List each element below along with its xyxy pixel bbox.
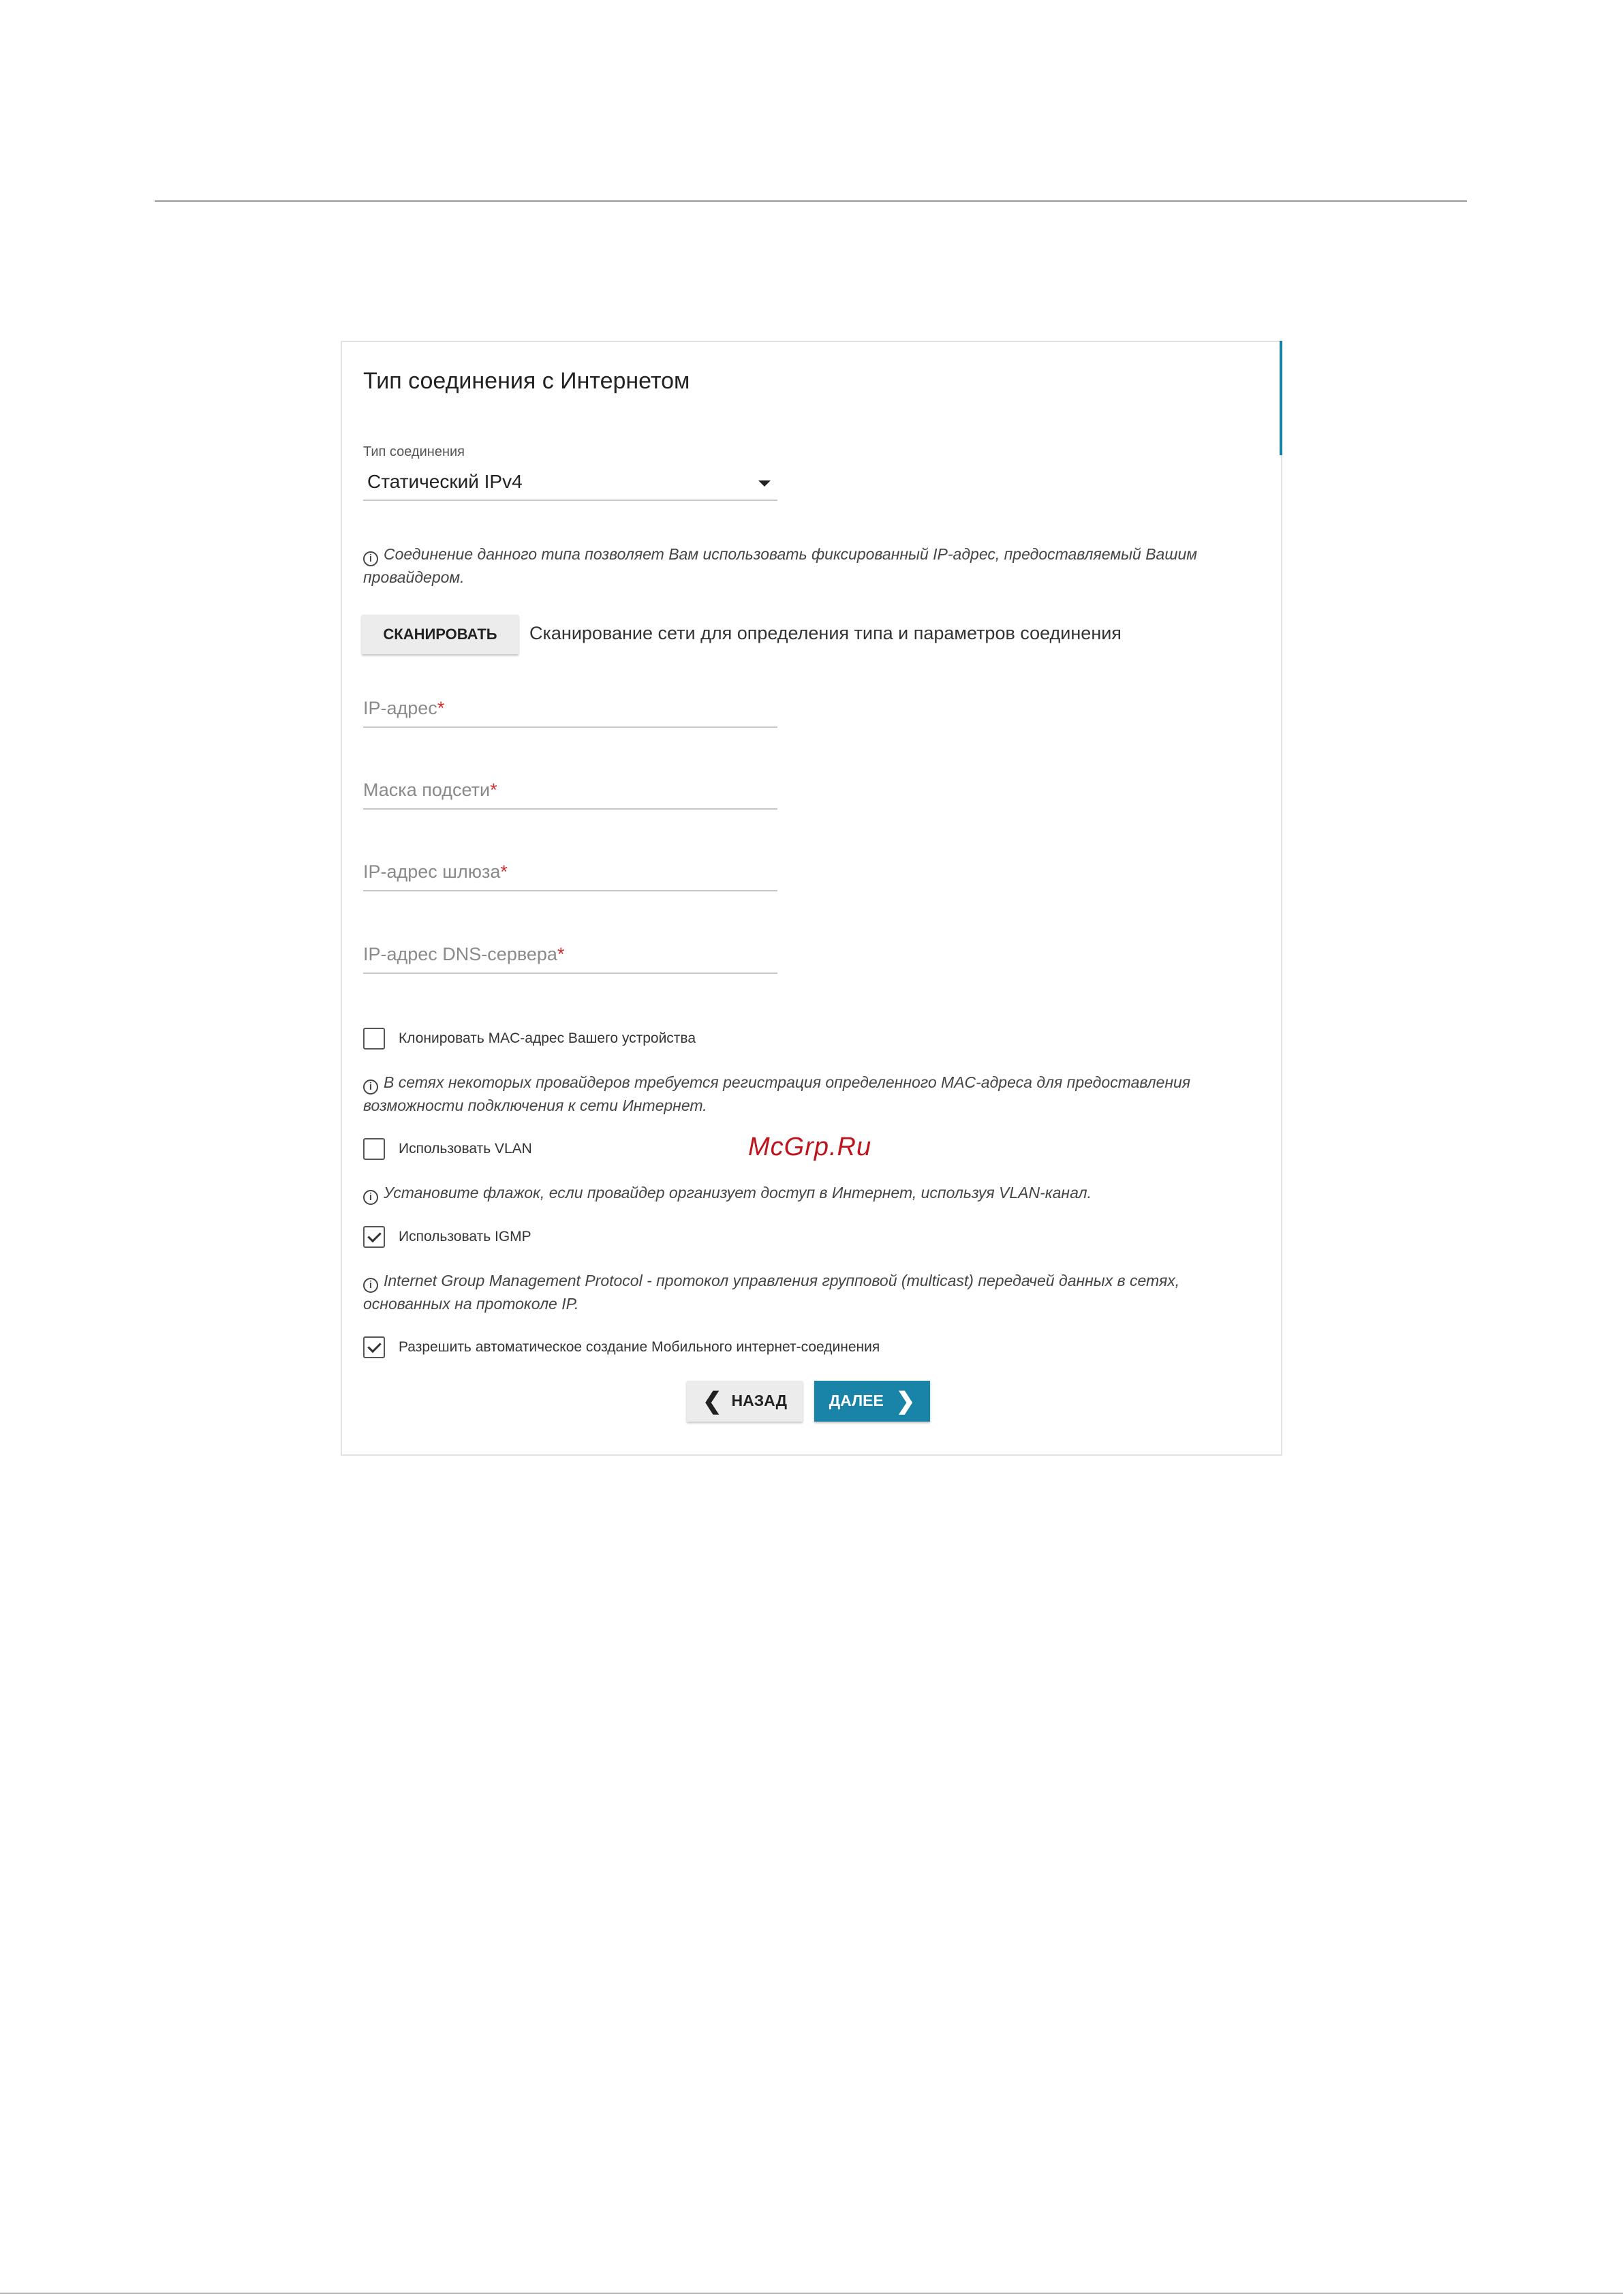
dns-server-label: IP-адрес DNS-сервера* (363, 944, 565, 964)
footer-rule (0, 2293, 1623, 2294)
scrollbar-thumb[interactable] (1280, 341, 1282, 455)
gateway-field[interactable] (363, 852, 777, 891)
required-mark: * (557, 944, 565, 964)
scan-button[interactable]: СКАНИРОВАТЬ (362, 615, 519, 654)
info-igmp-note (363, 1270, 1228, 1315)
info-icon: i (363, 551, 378, 566)
next-button[interactable] (814, 1381, 930, 1422)
next-button-label: ДАЛЕЕ (829, 1392, 884, 1409)
required-mark: * (437, 698, 445, 718)
ip-address-field[interactable] (363, 688, 777, 728)
watermark-text: McGrp.Ru (748, 1133, 872, 1161)
back-button[interactable] (687, 1381, 803, 1422)
vlan-checkbox[interactable] (363, 1138, 385, 1160)
info-clone-mac-note (363, 1071, 1228, 1116)
vlan-label: Использовать VLAN (399, 1141, 532, 1157)
mobile-checkbox[interactable] (363, 1336, 385, 1358)
info-icon: i (363, 1080, 378, 1095)
gateway-label: IP-адрес шлюза* (363, 861, 508, 882)
checkmark-icon (367, 1339, 382, 1353)
chevron-left-icon: ❮ (702, 1388, 722, 1414)
info-static-note (363, 543, 1228, 588)
igmp-checkbox[interactable] (363, 1226, 385, 1248)
connection-type-label: Тип соединения (363, 444, 465, 459)
info-igmp-text: Internet Group Management Protocol - протокол управления групповой (multicast) передачей данных в сетях, основанных на протоколе IP. (363, 1272, 1180, 1313)
clone-mac-checkbox[interactable] (363, 1028, 385, 1050)
ip-address-label: IP-адрес* (363, 698, 445, 718)
info-icon: i (363, 1278, 378, 1293)
required-mark: * (500, 861, 508, 882)
clone-mac-label: Клонировать MAC-адрес Вашего устройства (399, 1030, 696, 1046)
header-rule (155, 200, 1467, 202)
required-mark: * (490, 780, 497, 800)
back-button-label: НАЗАД (731, 1392, 787, 1409)
checkmark-icon (367, 1229, 382, 1243)
chevron-down-icon (758, 480, 771, 487)
scan-description: Сканирование сети для определения типа и параметров соединения (529, 623, 1122, 643)
dns-server-field[interactable] (363, 934, 777, 974)
info-clone-mac-text: В сетях некоторых провайдеров требуется регистрация определенного MAC-адреса для предоставления возможности подключения к сети Интернет. (363, 1073, 1191, 1114)
info-vlan-text: Установите флажок, если провайдер организует доступ в Интернет, используя VLAN-канал. (384, 1184, 1092, 1201)
page-title: Тип соединения с Интернетом (363, 368, 690, 394)
info-icon: i (363, 1190, 378, 1205)
connection-type-select[interactable] (363, 465, 777, 501)
info-vlan-note (363, 1182, 1228, 1205)
igmp-label: Использовать IGMP (399, 1229, 531, 1244)
connection-type-value: Статический IPv4 (367, 471, 523, 492)
info-static-text: Соединение данного типа позволяет Вам использовать фиксированный IP-адрес, предоставляемый Вашим провайдером. (363, 545, 1198, 586)
subnet-mask-field[interactable] (363, 770, 777, 810)
subnet-mask-label: Маска подсети* (363, 780, 497, 800)
mobile-label: Разрешить автоматическое создание Мобильного интернет-соединения (399, 1339, 880, 1355)
chevron-right-icon: ❯ (895, 1388, 916, 1414)
